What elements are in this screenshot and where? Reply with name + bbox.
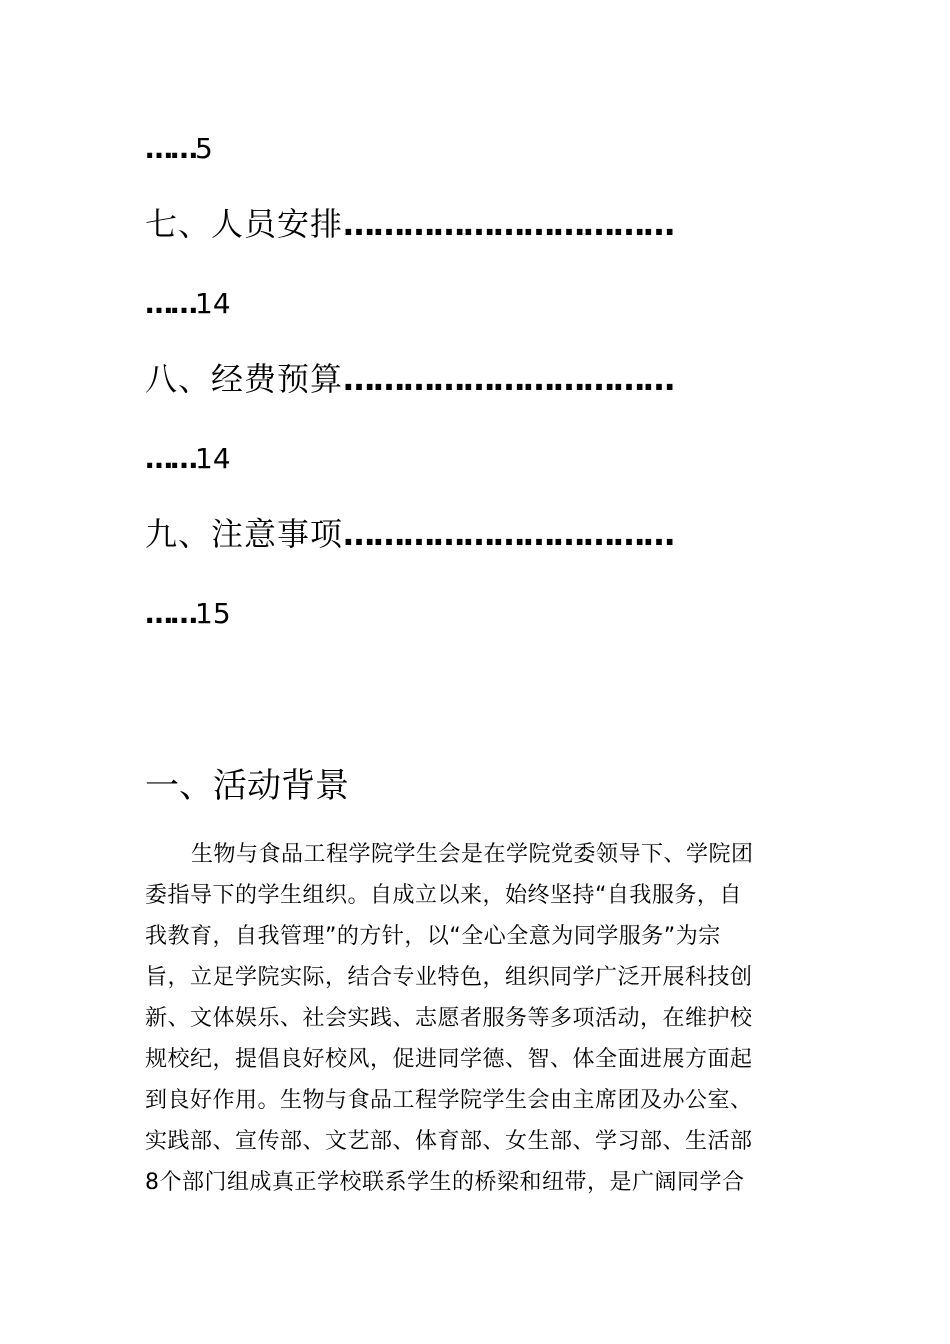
toc-leader-dots: …… xyxy=(145,287,195,320)
toc-page-number: 15 xyxy=(195,597,231,630)
section-heading: 一、活动背景 xyxy=(145,766,349,806)
toc-entry xyxy=(145,514,673,554)
toc-continuation-line xyxy=(145,597,231,631)
paragraph-line: 生物与食品工程学院学生会是在学院党委领导下、学院团 xyxy=(191,842,754,867)
toc-page-number: 5 xyxy=(195,132,213,165)
paragraph-line: 到良好作用。生物与食品工程学院学生会由主席团及办公室、 xyxy=(145,1088,753,1113)
toc-leader-dots: …… xyxy=(145,597,195,630)
toc-entry xyxy=(145,359,673,399)
toc-leader-dots: …………………………… xyxy=(343,360,674,398)
toc-continuation-line xyxy=(145,287,231,321)
toc-entry-title: 八、经费预算 xyxy=(145,360,344,398)
body-paragraph xyxy=(145,834,800,1203)
paragraph-line: 我教育，自我管理”的方针，以“全心全意为同学服务”为宗 xyxy=(145,924,721,949)
toc-page-number: 14 xyxy=(195,442,231,475)
toc-entry xyxy=(145,204,673,244)
toc-leader-dots: …………………………… xyxy=(343,205,674,243)
paragraph-line: 实践部、宣传部、文艺部、体育部、女生部、学习部、生活部 xyxy=(145,1129,753,1154)
toc-leader-dots: …… xyxy=(145,132,195,165)
paragraph-line: 8个部门组成真正学校联系学生的桥梁和纽带，是广阔同学合 xyxy=(145,1170,745,1195)
paragraph-line: 规校纪，提倡良好校风，促进同学德、智、体全面进展方面起 xyxy=(145,1047,753,1072)
toc-page-number: 14 xyxy=(195,287,231,320)
toc-continuation-line xyxy=(145,442,231,476)
toc-leader-dots: …………………………… xyxy=(343,515,674,553)
paragraph-line: 旨，立足学院实际，结合专业特色，组织同学广泛开展科技创 xyxy=(145,965,753,990)
paragraph-line: 新、文体娱乐、社会实践、志愿者服务等多项活动，在维护校 xyxy=(145,1006,753,1031)
toc-entry-title: 七、人员安排 xyxy=(145,205,344,243)
toc-leader-dots: …… xyxy=(145,442,195,475)
paragraph-line: 委指导下的学生组织。自成立以来，始终坚持“自我服务，自 xyxy=(145,883,742,908)
toc-entry-title: 九、注意事项 xyxy=(145,515,344,553)
toc-continuation-line xyxy=(145,132,213,166)
